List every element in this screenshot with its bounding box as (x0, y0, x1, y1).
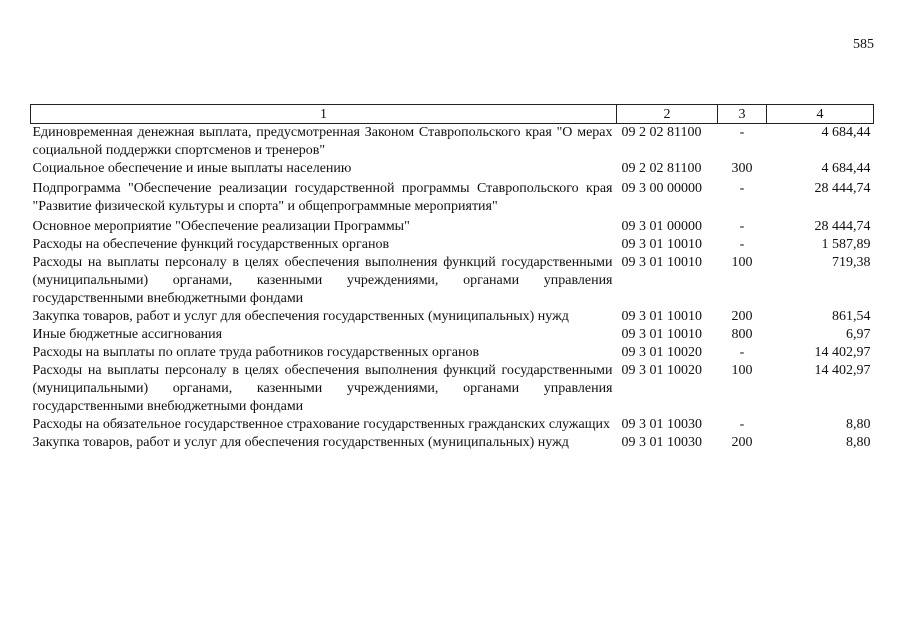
table-row (31, 308, 874, 326)
table-header-row (31, 105, 874, 124)
row-type: - (739, 219, 745, 234)
row-code: 09 3 01 10010 (621, 309, 702, 324)
row-sum: 6,97 (846, 327, 871, 342)
header-col-sum: 4 (767, 105, 874, 124)
table-row (31, 218, 874, 236)
table-row (31, 254, 874, 308)
table-row (31, 160, 874, 180)
page-number: 585 (853, 37, 874, 52)
row-sum: 8,80 (846, 435, 871, 450)
row-code: 09 3 01 10030 (621, 435, 702, 450)
row-name: Закупка товаров, работ и услуг для обеспечения государственных (муниципальных) нужд (32, 309, 569, 324)
row-code: 09 2 02 81100 (621, 125, 702, 140)
row-type: - (739, 125, 745, 140)
row-code: 09 3 01 10020 (621, 363, 702, 378)
row-code: 09 3 00 00000 (621, 181, 702, 196)
header-col-type: 3 (718, 105, 767, 124)
row-name: Социальное обеспечение и иные выплаты населению (32, 161, 352, 176)
row-sum: 28 444,74 (814, 219, 871, 234)
row-sum: 4 684,44 (821, 161, 871, 176)
table-row (31, 344, 874, 362)
budget-table (30, 104, 874, 452)
row-code: 09 3 01 10020 (621, 345, 702, 360)
row-name: Расходы на выплаты по оплате труда работников государственных органов (32, 345, 480, 360)
header-col-name: 1 (31, 105, 617, 124)
row-code: 09 3 01 00000 (621, 219, 702, 234)
row-sum: 1 587,89 (821, 237, 871, 252)
row-name: Иные бюджетные ассигнования (32, 327, 223, 342)
row-type: 100 (731, 255, 753, 270)
row-name: Основное мероприятие "Обеспечение реализации Программы" (32, 219, 410, 234)
row-sum: 14 402,97 (814, 345, 871, 360)
row-name: Единовременная денежная выплата, предусмотренная Законом Ставропольского края "О мерах социальной поддержки спортсменов и тренеров" (32, 125, 613, 158)
row-code: 09 3 01 10010 (621, 327, 702, 342)
table-row (31, 362, 874, 416)
table-row (31, 236, 874, 254)
row-name: Расходы на обязательное государственное страхование государственных гражданских служащих (32, 417, 611, 432)
row-name: Расходы на выплаты персоналу в целях обеспечения выполнения функций государственными (муниципальными) органами, казенными учреждениями, органами управления государственными внебюджетными фондами (32, 255, 613, 306)
row-sum: 861,54 (832, 309, 871, 324)
row-type: 200 (731, 435, 753, 450)
table-row (31, 416, 874, 434)
table-row (31, 180, 874, 218)
row-sum: 719,38 (832, 255, 871, 270)
row-type: - (739, 237, 745, 252)
row-sum: 14 402,97 (814, 363, 871, 378)
row-type: 300 (731, 161, 753, 176)
table-row (31, 326, 874, 344)
row-type: 800 (731, 327, 753, 342)
row-name: Расходы на обеспечение функций государственных органов (32, 237, 390, 252)
row-type: 100 (731, 363, 753, 378)
table-row (31, 434, 874, 452)
row-sum: 4 684,44 (821, 125, 871, 140)
row-name: Закупка товаров, работ и услуг для обеспечения государственных (муниципальных) нужд (32, 435, 569, 450)
header-col-code: 2 (617, 105, 718, 124)
row-type: - (739, 181, 745, 196)
row-sum: 8,80 (846, 417, 871, 432)
row-type: - (739, 345, 745, 360)
table-row (31, 124, 874, 161)
row-name: Подпрограмма "Обеспечение реализации государственной программы Ставропольского края "Развитие физической культуры и спорта" и общепрограммные мероприятия" (32, 181, 613, 214)
row-name: Расходы на выплаты персоналу в целях обеспечения выполнения функций государственными (муниципальными) органами, казенными учреждениями, органами управления государственными внебюджетными фондами (32, 363, 613, 414)
row-sum: 28 444,74 (814, 181, 871, 196)
row-type: - (739, 417, 745, 432)
row-code: 09 3 01 10030 (621, 417, 702, 432)
row-code: 09 2 02 81100 (621, 161, 702, 176)
row-type: 200 (731, 309, 753, 324)
row-code: 09 3 01 10010 (621, 237, 702, 252)
row-code: 09 3 01 10010 (621, 255, 702, 270)
